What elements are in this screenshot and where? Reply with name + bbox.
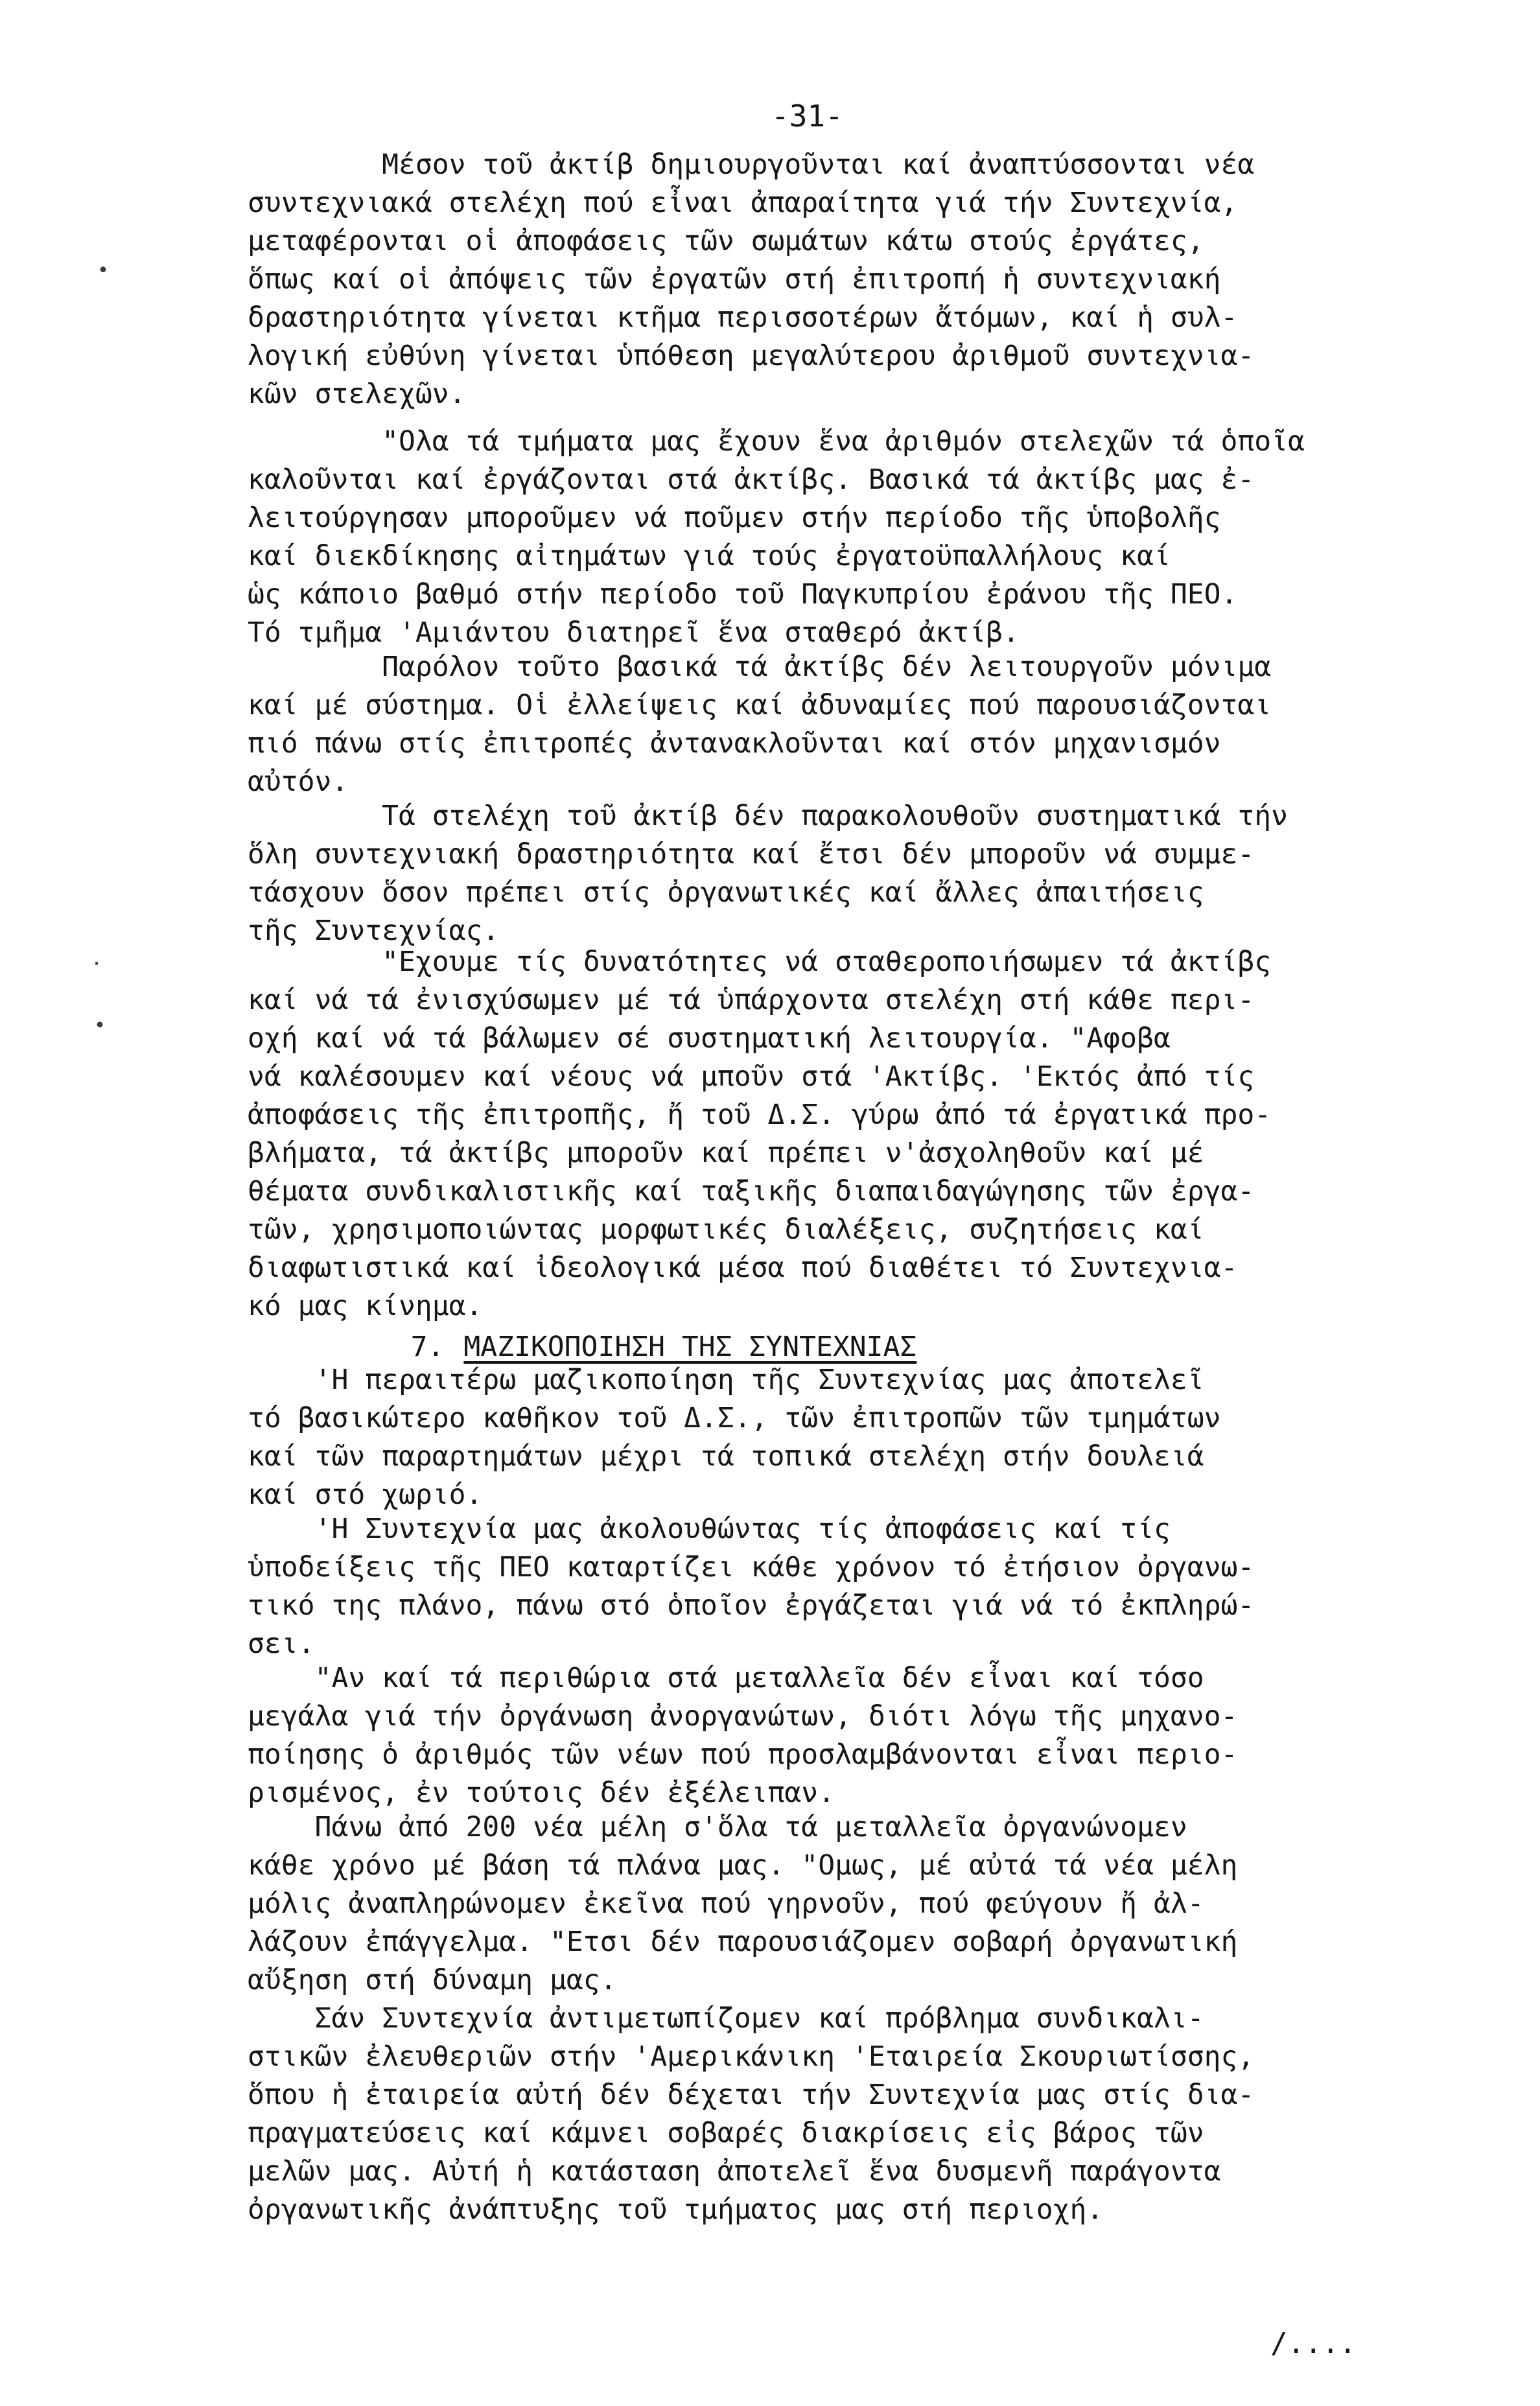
text-line: ὡς κάποιο βαθμό στήν περίοδο τοῦ Παγκυπρίου ἐράνου τῆς ΠΕΟ. bbox=[248, 578, 1238, 611]
text-line: καί μέ σύστημα. Οἱ ἐλλείψεις καί ἀδυναμίες πού παρουσιάζονται bbox=[248, 689, 1272, 721]
text-line: διαφωτιστικά καί ἰδεολογικά μέσα πού διαθέτει τό Συντεχνια- bbox=[248, 1252, 1238, 1284]
text-line: "Ολα τά τμήματα μας ἔχουν ἕνα ἀριθμόν στελεχῶν τά ὁποῖα bbox=[248, 425, 1305, 458]
text-line: αὔξηση στή δύναμη μας. bbox=[248, 1964, 617, 1996]
text-line: ὅλη συντεχνιακή δραστηριότητα καί ἔτσι δέν μποροῦν νά συμμε- bbox=[248, 838, 1255, 870]
text-line: Πάνω ἀπό 200 νέα μέλη σ'ὅλα τά μεταλλεῖα ὀργανώνομεν bbox=[248, 1811, 1187, 1843]
paragraph-aktiv-intro bbox=[248, 146, 1466, 414]
text-line: νά καλέσουμεν καί νέους νά μποῦν στά 'Ακτίβς. 'Εκτός ἀπό τίς bbox=[248, 1060, 1255, 1093]
paragraph-stabilize-aktiv bbox=[248, 943, 1466, 1326]
text-line: αὐτόν. bbox=[248, 765, 349, 798]
paragraph-weaknesses bbox=[248, 648, 1466, 801]
text-line: 'Η Συντεχνία μας ἀκολουθώντας τίς ἀποφάσεις καί τίς bbox=[248, 1513, 1171, 1545]
text-line: πραγματεύσεις καί κάμνει σοβαρές διακρίσεις εἰς βάρος τῶν bbox=[248, 2117, 1204, 2149]
text-line: συντεχνιακά στελέχη πού εἶναι ἀπαραίτητα γιά τήν Συντεχνία, bbox=[248, 187, 1238, 219]
text-line: θέματα συνδικαλιστικῆς καί ταξικῆς διαπαιδαγώγησης τῶν ἐργα- bbox=[248, 1175, 1255, 1208]
text-line: "Αν καί τά περιθώρια στά μεταλλεῖα δέν εἶναι καί τόσο bbox=[248, 1662, 1204, 1694]
text-line: κό μας κίνημα. bbox=[248, 1290, 483, 1322]
text-line: σει. bbox=[248, 1628, 315, 1660]
text-line: ὅπως καί οἱ ἀπόψεις τῶν ἐργατῶν στή ἐπιτροπή ἡ συντεχνιακή bbox=[248, 263, 1221, 296]
text-line: τικό της πλάνο, πάνω στό ὁποῖον ἐργάζεται γιά νά τό ἐκπληρώ- bbox=[248, 1589, 1255, 1622]
text-line: καί στό χωριό. bbox=[248, 1478, 483, 1511]
text-line: καί νά τά ἐνισχύσωμεν μέ τά ὑπάρχοντα στελέχη στή κάθε περι- bbox=[248, 984, 1255, 1016]
paragraph-new-members bbox=[248, 1808, 1466, 2000]
text-line: λογική εὐθύνη γίνεται ὑπόθεση μεγαλύτερου ἀριθμοῦ συντεχνια- bbox=[248, 340, 1255, 372]
text-line: καί διεκδίκησης αἰτημάτων γιά τούς ἐργατοϋπαλλήλους καί bbox=[248, 540, 1171, 572]
paragraph-cadres-follow bbox=[248, 797, 1466, 950]
text-line: μεταφέρονται οἱ ἀποφάσεις τῶν σωμάτων κάτω στούς ἐργάτες, bbox=[248, 225, 1204, 257]
text-line: τῶν, χρησιμοποιώντας μορφωτικές διαλέξεις, συζητήσεις καί bbox=[248, 1213, 1204, 1246]
text-line: δραστηριότητα γίνεται κτῆμα περισσοτέρων ἄτόμων, καί ἡ συλ- bbox=[248, 301, 1238, 334]
margin-speck: · bbox=[91, 953, 103, 975]
section-title: ΜΑΖΙΚΟΠΟΙΗΣΗ ΤΗΣ ΣΥΝΤΕΧΝΙΑΣ bbox=[463, 1331, 917, 1363]
text-line: καί τῶν παραρτημάτων μέχρι τά τοπικά στελέχη στήν δουλειά bbox=[248, 1440, 1204, 1473]
text-line: ὑποδείξεις τῆς ΠΕΟ καταρτίζει κάθε χρόνον τό ἐτήσιον ὀργανω- bbox=[248, 1551, 1255, 1583]
text-line: πιό πάνω στίς ἐπιτροπές ἀντανακλοῦνται καί στόν μηχανισμόν bbox=[248, 727, 1221, 760]
text-line: "Εχουμε τίς δυνατότητες νά σταθεροποιήσωμεν τά ἀκτίβς bbox=[248, 946, 1272, 978]
text-line: καλοῦνται καί ἐργάζονται στά ἀκτίβς. Βασικά τά ἀκτίβς μας ἐ- bbox=[248, 463, 1255, 496]
text-line: ρισμένος, ἐν τούτοις δέν ἐξέλειπαν. bbox=[248, 1777, 835, 1809]
text-line: τῆς Συντεχνίας. bbox=[248, 915, 500, 947]
text-line: Σάν Συντεχνία ἀντιμετωπίζομεν καί πρόβλημα συνδικαλι- bbox=[248, 2002, 1204, 2035]
margin-speck: • bbox=[94, 1014, 106, 1037]
paragraph-mining-margins bbox=[248, 1659, 1466, 1812]
text-line: κάθε χρόνο μέ βάση τά πλάνα μας. "Ομως, μέ αὐτά τά νέα μέλη bbox=[248, 1849, 1238, 1882]
text-line: στικῶν ἐλευθεριῶν στήν 'Αμερικάνικη 'Εταιρεία Σκουριωτίσσης, bbox=[248, 2040, 1255, 2073]
margin-speck: • bbox=[97, 259, 110, 282]
text-line: μεγάλα γιά τήν ὀργάνωση ἀνοργανώτων, διότι λόγω τῆς μηχανο- bbox=[248, 1700, 1238, 1733]
text-line: οχή καί νά τά βάλωμεν σέ συστηματική λειτουργία. "Αφοβα bbox=[248, 1022, 1171, 1055]
text-line: Παρόλον τοῦτο βασικά τά ἀκτίβς δέν λειτουργοῦν μόνιμα bbox=[248, 651, 1272, 683]
text-line: Τά στελέχη τοῦ ἀκτίβ δέν παρακολουθοῦν συστηματικά τήν bbox=[248, 800, 1289, 832]
text-line: ποίησης ὁ ἀριθμός τῶν νέων πού προσλαμβάνονται εἶναι περιο- bbox=[248, 1738, 1238, 1771]
text-line: λειτούργησαν μποροῦμεν νά ποῦμεν στήν περίοδο τῆς ὑποβολῆς bbox=[248, 502, 1221, 534]
text-line: λάζουν ἐπάγγελμα. "Ετσι δέν παρουσιάζομεν σοβαρή ὀργανωτική bbox=[248, 1926, 1238, 1958]
text-line: ὀργανωτικῆς ἀνάπτυξης τοῦ τμήματος μας στή περιοχή. bbox=[248, 2193, 1104, 2226]
text-line: βλήματα, τά ἀκτίβς μποροῦν καί πρέπει ν'ἀσχοληθοῦν καί μέ bbox=[248, 1137, 1204, 1169]
paragraph-annual-plan bbox=[248, 1510, 1466, 1663]
text-line: κῶν στελεχῶν. bbox=[248, 378, 466, 410]
continuation-mark: /.... bbox=[1270, 2327, 1357, 2360]
text-line: ὅπου ἡ ἐταιρεία αὐτή δέν δέχεται τήν Συντεχνία μας στίς δια- bbox=[248, 2079, 1255, 2111]
section-number: 7. bbox=[410, 1331, 445, 1363]
text-line: Τό τμῆμα 'Αμιάντου διατηρεῖ ἕνα σταθερό ἀκτίβ. bbox=[248, 616, 1020, 649]
paragraph-sections-cadres bbox=[248, 423, 1466, 652]
paragraph-union-freedoms bbox=[248, 2000, 1466, 2229]
text-line: τάσχουν ὅσον πρέπει στίς ὀργανωτικές καί ἄλλες ἀπαιτήσεις bbox=[248, 876, 1204, 909]
text-line: ἀποφάσεις τῆς ἐπιτροπῆς, ἤ τοῦ Δ.Σ. γύρω ἀπό τά ἐργατικά προ- bbox=[248, 1099, 1272, 1131]
text-line: Μέσον τοῦ ἀκτίβ δημιουργοῦνται καί ἀναπτύσσονται νέα bbox=[248, 148, 1255, 181]
text-line: μόλις ἀναπληρώνομεν ἐκεῖνα πού γηρνοῦν, πού φεύγουν ἤ ἀλ- bbox=[248, 1887, 1204, 1920]
page-number: -31- bbox=[771, 99, 843, 134]
paragraph-massification bbox=[248, 1361, 1466, 1514]
text-line: μελῶν μας. Αὐτή ἡ κατάσταση ἀποτελεῖ ἕνα δυσμενῆ παράγοντα bbox=[248, 2155, 1221, 2188]
text-line: 'Η περαιτέρω μαζικοποίηση τῆς Συντεχνίας μας ἀποτελεῖ bbox=[248, 1364, 1204, 1396]
text-line: τό βασικώτερο καθῆκον τοῦ Δ.Σ., τῶν ἐπιτροπῶν τῶν τμημάτων bbox=[248, 1402, 1221, 1434]
